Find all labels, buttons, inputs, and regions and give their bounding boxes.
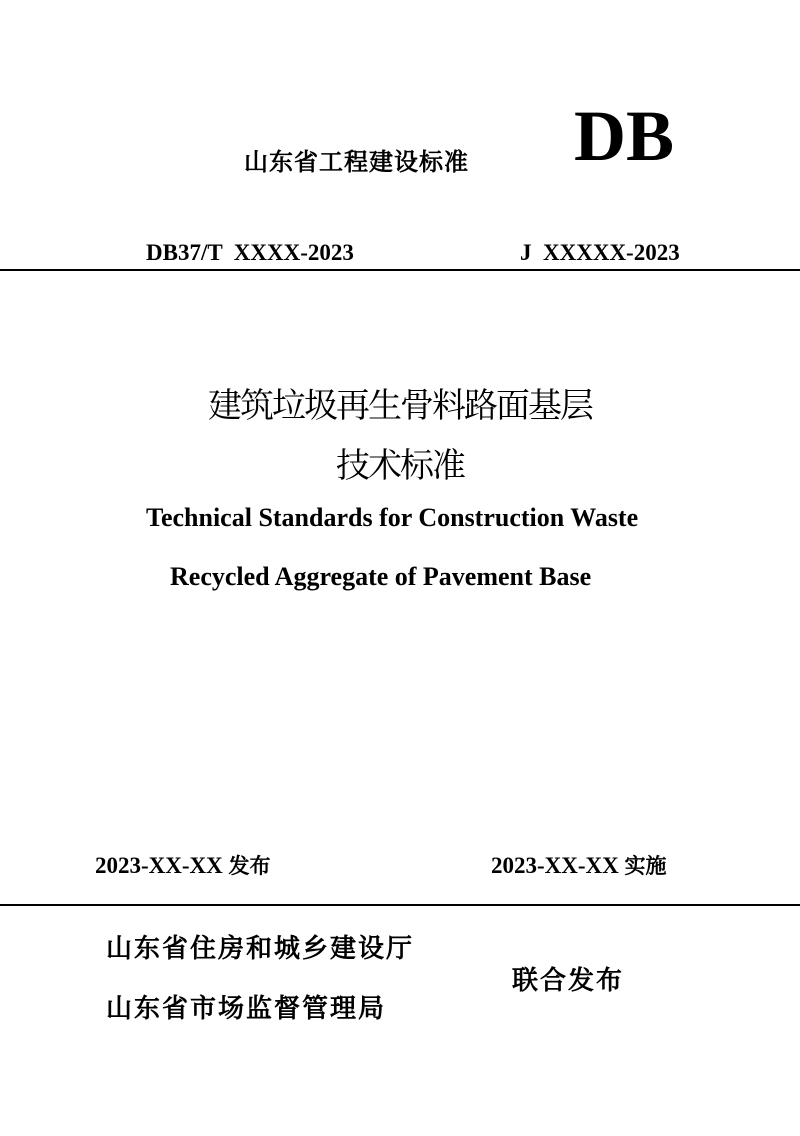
top-divider: [0, 269, 800, 271]
issue-date: 2023-XX-XX: [95, 853, 223, 878]
issuer-housing-department: 山东省住房和城乡建设厅: [106, 934, 415, 964]
issue-date-line: [95, 850, 271, 880]
j-filing-code: J XXXXX-2023: [520, 240, 680, 265]
title-cn-line-1: 建筑垃圾再生骨料路面基层: [208, 386, 592, 426]
issuer-market-regulation: 山东省市场监督管理局: [106, 994, 387, 1024]
implement-date: 2023-XX-XX: [491, 853, 619, 878]
title-en-line-2: Recycled Aggregate of Pavement Base: [170, 562, 592, 591]
implement-label: 实施: [624, 854, 667, 878]
implement-date-line: [491, 850, 667, 880]
standard-category-label: 山东省工程建设标准: [244, 148, 469, 176]
bottom-divider: [0, 904, 800, 906]
title-cn-line-2: 技术标准: [336, 446, 464, 486]
issue-label: 发布: [228, 854, 271, 878]
title-en-line-1: Technical Standards for Construction Waste: [146, 503, 639, 532]
joint-issue-label: 联合发布: [512, 966, 625, 996]
db-mark: DB: [574, 96, 675, 176]
db-standard-code: DB37/T XXXX-2023: [146, 240, 354, 265]
